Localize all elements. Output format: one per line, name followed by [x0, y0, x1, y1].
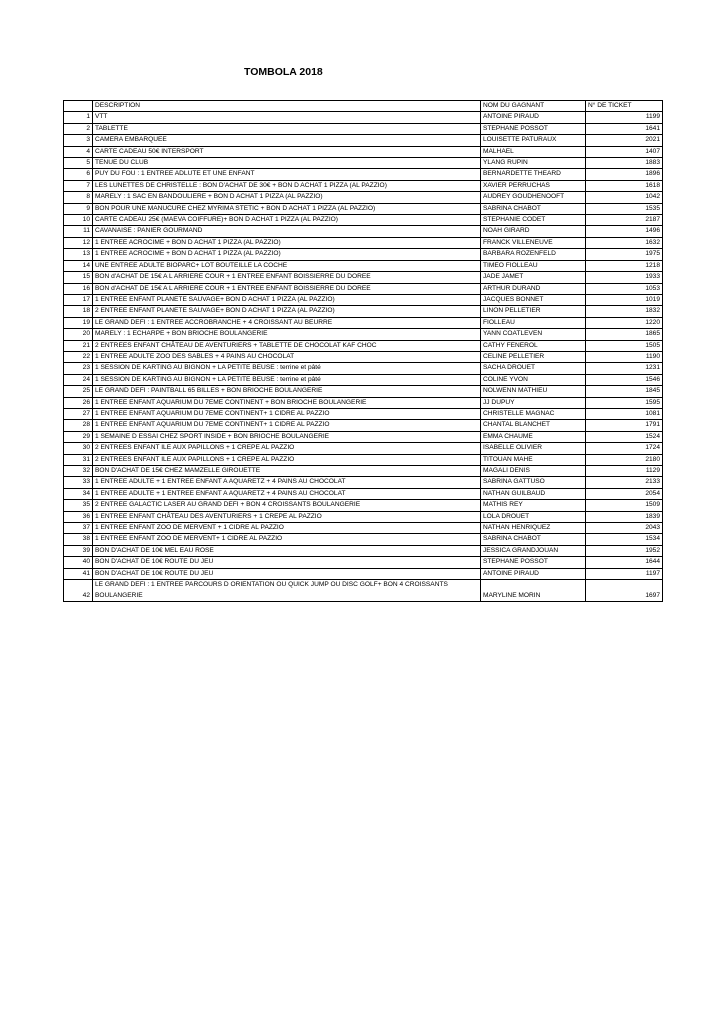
prize-description: BON D'ACHAT DE 10€ ROUTE DU JEU	[93, 568, 481, 579]
prize-description: 1 ENTREE ENFANT ZOO DE MERVENT+ 1 CIDRE AL PAZZIO	[93, 534, 481, 545]
table-row	[64, 431, 663, 442]
winner-name: SACHA DROUET	[481, 363, 586, 374]
winner-name: SABRINA CHABOT	[481, 203, 586, 214]
ticket-number: 1896	[586, 169, 663, 180]
prize-description: LE GRAND DEFI : 1 ENTREE ACCROBRANCHE + 4 CROISSANT AU BEURRE	[93, 317, 481, 328]
row-number: 29	[64, 431, 93, 442]
ticket-number: 2180	[586, 454, 663, 465]
ticket-number: 1081	[586, 408, 663, 419]
row-number: 23	[64, 363, 93, 374]
winner-name: TIMEO FIOLLEAU	[481, 260, 586, 271]
ticket-number: 1509	[586, 500, 663, 511]
table-row	[64, 260, 663, 271]
prize-description: BON D'ACHAT DE 10€ ROUTE DU JEU	[93, 557, 481, 568]
prize-description: 1 ENTREE ADULTE ZOO DES SABLES + 4 PAINS AU CHOCOLAT	[93, 351, 481, 362]
ticket-number: 1042	[586, 192, 663, 203]
row-number: 22	[64, 351, 93, 362]
winner-name: MATHIS REY	[481, 500, 586, 511]
ticket-number: 1496	[586, 226, 663, 237]
prize-description: 1 ENTREE ACROCIME + BON D ACHAT 1 PIZZA (AL PAZZIO)	[93, 249, 481, 260]
row-number: 9	[64, 203, 93, 214]
ticket-number: 1129	[586, 466, 663, 477]
row-number: 20	[64, 329, 93, 340]
ticket-number: 1053	[586, 283, 663, 294]
table-row	[64, 477, 663, 488]
row-number: 10	[64, 215, 93, 226]
ticket-number: 1019	[586, 294, 663, 305]
row-number: 31	[64, 454, 93, 465]
table-row	[64, 306, 663, 317]
prize-description: UNE ENTREE ADULTE BIOPARC+ LOT BOUTEILLE LA COCHE	[93, 260, 481, 271]
row-number: 34	[64, 488, 93, 499]
winner-name: JADE JAMET	[481, 272, 586, 283]
winner-name: ANTOINE PIRAUD	[481, 112, 586, 123]
ticket-number: 1197	[586, 568, 663, 579]
ticket-number: 1933	[586, 272, 663, 283]
row-number: 18	[64, 306, 93, 317]
ticket-number: 1865	[586, 329, 663, 340]
winner-name: ANTOINE PIRAUD	[481, 568, 586, 579]
prize-description: CARTE CADEAU 50€ INTERSPORT	[93, 146, 481, 157]
ticket-number: 1546	[586, 374, 663, 385]
winner-name: STEPHANE POSSOT	[481, 557, 586, 568]
prize-description: TABLETTE	[93, 123, 481, 134]
winner-name: ISABELLE OLIVIER	[481, 443, 586, 454]
table-row	[64, 192, 663, 203]
ticket-number: 1724	[586, 443, 663, 454]
winner-name: CHANTAL BLANCHET	[481, 420, 586, 431]
ticket-number: 1632	[586, 237, 663, 248]
row-number: 12	[64, 237, 93, 248]
ticket-number: 1644	[586, 557, 663, 568]
prize-description: CAVANAISE : PANIER GOURMAND	[93, 226, 481, 237]
prize-description: 2 ENTREES ENFANT CHÂTEAU DE AVENTURIERS + TABLETTE DE CHOCOLAT KAF CHOC	[93, 340, 481, 351]
table-row	[64, 249, 663, 260]
row-number: 24	[64, 374, 93, 385]
table-row	[64, 443, 663, 454]
ticket-number: 1190	[586, 351, 663, 362]
table-row	[64, 420, 663, 431]
winner-name: NOAH GIRARD	[481, 226, 586, 237]
table-row	[64, 363, 663, 374]
ticket-number: 2021	[586, 135, 663, 146]
winner-name: JESSICA GRANDJOUAN	[481, 545, 586, 556]
winner-name: CELINE PELLETIER	[481, 351, 586, 362]
prize-description: CARTE CADEAU 25€ (MAEVA COIFFURE)+ BON D ACHAT 1 PIZZA (AL PAZZIO)	[93, 215, 481, 226]
ticket-number: 2133	[586, 477, 663, 488]
ticket-number: 1618	[586, 180, 663, 191]
row-number: 30	[64, 443, 93, 454]
ticket-number: 1832	[586, 306, 663, 317]
prize-description: BON D'ACHAT DE 10€ MEL EAU ROSE	[93, 545, 481, 556]
prize-description: TENUE DU CLUB	[93, 158, 481, 169]
winner-name: TITOUAN MAHE	[481, 454, 586, 465]
prize-description: 1 ENTREE ENFANT CHÂTEAU DES AVENTURIERS + 1 CREPE AL PAZZIO	[93, 511, 481, 522]
table-row	[64, 386, 663, 397]
row-number: 21	[64, 340, 93, 351]
table-row	[64, 329, 663, 340]
row-number: 8	[64, 192, 93, 203]
ticket-number: 2054	[586, 488, 663, 499]
ticket-number: 1231	[586, 363, 663, 374]
prize-description: 1 ENTREE ENFANT ZOO DE MERVENT + 1 CIDRE AL PAZZIO	[93, 523, 481, 534]
ticket-number: 1883	[586, 158, 663, 169]
winner-name: MAGALI DENIS	[481, 466, 586, 477]
winner-name: NOLWENN MATHIEU	[481, 386, 586, 397]
table-row	[64, 374, 663, 385]
winner-name: FRANCK VILLENEUVE	[481, 237, 586, 248]
row-number: 3	[64, 135, 93, 146]
winner-name: STEPHANIE CODET	[481, 215, 586, 226]
table-row	[64, 180, 663, 191]
row-number: 4	[64, 146, 93, 157]
prize-description: MARELY : 1 ECHARPE + BON BRIOCHE BOULANGERIE	[93, 329, 481, 340]
row-number: 26	[64, 397, 93, 408]
table-row	[64, 146, 663, 157]
row-number: 16	[64, 283, 93, 294]
header-winner: NOM DU GAGNANT	[481, 101, 586, 112]
winner-name: MALHAEL	[481, 146, 586, 157]
table-row	[64, 123, 663, 134]
row-number: 6	[64, 169, 93, 180]
table-row	[64, 454, 663, 465]
prize-description: 1 ENTREE ACROCIME + BON D ACHAT 1 PIZZA (AL PAZZIO)	[93, 237, 481, 248]
winner-name: JJ DUPUY	[481, 397, 586, 408]
ticket-number: 1975	[586, 249, 663, 260]
table-row	[64, 226, 663, 237]
winner-name: CHRISTELLE MAGNAC	[481, 408, 586, 419]
prize-description: 2 ENTREES ENFANT ILE AUX PAPILLONS + 1 CREPE AL PAZZIO	[93, 443, 481, 454]
row-number: 11	[64, 226, 93, 237]
table-row	[64, 272, 663, 283]
prize-description: 2 ENTREE ENFANT PLANETE SAUVAGE+ BON D ACHAT 1 PIZZA (AL PAZZIO)	[93, 306, 481, 317]
row-number: 19	[64, 317, 93, 328]
table-row	[64, 545, 663, 556]
header-description: DESCRIPTION	[93, 101, 481, 112]
page-title: TOMBOLA 2018	[244, 66, 323, 78]
row-number: 27	[64, 408, 93, 419]
row-number: 36	[64, 511, 93, 522]
table-row	[64, 408, 663, 419]
ticket-number: 1220	[586, 317, 663, 328]
prize-description: 1 SEMAINE D ESSAI CHEZ SPORT INSIDE + BON BRIOCHE BOULANGERIE	[93, 431, 481, 442]
ticket-number: 1791	[586, 420, 663, 431]
table-row	[64, 283, 663, 294]
winner-name: STEPHANE POSSOT	[481, 123, 586, 134]
winner-name: NATHAN GUILBAUD	[481, 488, 586, 499]
row-number: 33	[64, 477, 93, 488]
ticket-number: 1505	[586, 340, 663, 351]
ticket-number: 1697	[586, 580, 663, 602]
table-row	[64, 523, 663, 534]
winner-name: MARYLINE MORIN	[481, 580, 586, 602]
table-row	[64, 534, 663, 545]
table-row	[64, 215, 663, 226]
winner-name: YLANG RUPIN	[481, 158, 586, 169]
prize-description: 1 ENTREE ENFANT AQUARIUM DU 7EME CONTINENT+ 1 CIDRE AL PAZZIO	[93, 408, 481, 419]
row-number: 5	[64, 158, 93, 169]
table-row	[64, 568, 663, 579]
table-row	[64, 397, 663, 408]
row-number: 28	[64, 420, 93, 431]
table-row	[64, 237, 663, 248]
prize-description: LE GRAND DEFI : PAINTBALL 65 BILLES + BON BRIOCHE BOULANGERIE	[93, 386, 481, 397]
row-number: 42	[64, 580, 93, 602]
winner-name: EMMA CHAUME	[481, 431, 586, 442]
ticket-number: 1534	[586, 534, 663, 545]
prize-description: LE GRAND DEFI : 1 ENTREE PARCOURS D ORIENTATION OU QUICK JUMP OU DISC GOLF+ BON 4 CROISSANTS BOULANGERIE	[93, 580, 481, 602]
table-row	[64, 351, 663, 362]
table-row	[64, 580, 663, 602]
prize-description: 1 SESSION DE KARTING AU BIGNON + LA PETITE BEUSE : terrine et pâté	[93, 374, 481, 385]
ticket-number: 1952	[586, 545, 663, 556]
table-header-row	[64, 101, 663, 112]
table-row	[64, 158, 663, 169]
row-number: 37	[64, 523, 93, 534]
row-number: 38	[64, 534, 93, 545]
prize-description: MARELY : 1 SAC EN BANDOULIERE + BON D ACHAT 1 PIZZA (AL PAZZIO)	[93, 192, 481, 203]
prize-description: 1 ENTREE ENFANT AQUARIUM DU 7EME CONTINENT+ 1 CIDRE AL PAZZIO	[93, 420, 481, 431]
row-number: 41	[64, 568, 93, 579]
winner-name: JACQUES BONNET	[481, 294, 586, 305]
row-number: 15	[64, 272, 93, 283]
ticket-number: 1641	[586, 123, 663, 134]
table-row	[64, 511, 663, 522]
header-ticket: N° DE TICKET	[586, 101, 663, 112]
row-number: 1	[64, 112, 93, 123]
ticket-number: 2043	[586, 523, 663, 534]
row-number: 13	[64, 249, 93, 260]
table-row	[64, 340, 663, 351]
prize-description: VTT	[93, 112, 481, 123]
table-row	[64, 488, 663, 499]
winner-name: YANN COATLEVEN	[481, 329, 586, 340]
winner-name: XAVIER PERRUCHAS	[481, 180, 586, 191]
winner-name: NATHAN HENRIQUEZ	[481, 523, 586, 534]
prize-description: LES LUNETTES DE CHRISTELLE : BON D'ACHAT DE 30€ + BON D ACHAT 1 PIZZA (AL PAZZIO)	[93, 180, 481, 191]
ticket-number: 1839	[586, 511, 663, 522]
table-row	[64, 466, 663, 477]
row-number: 17	[64, 294, 93, 305]
ticket-number: 1407	[586, 146, 663, 157]
prize-description: BON d'ACHAT DE 15€ A L ARRIERE COUR + 1 ENTREE ENFANT BOISSIERRE DU DOREE	[93, 283, 481, 294]
prize-description: 2 ENTREE GALACTIC LASER AU GRAND DEFI + BON 4 CROISSANTS BOULANGERIE	[93, 500, 481, 511]
table-row	[64, 203, 663, 214]
row-number: 25	[64, 386, 93, 397]
row-number: 7	[64, 180, 93, 191]
row-number: 2	[64, 123, 93, 134]
ticket-number: 1535	[586, 203, 663, 214]
table-row	[64, 500, 663, 511]
ticket-number: 1595	[586, 397, 663, 408]
winner-name: SABRINA CHABOT	[481, 534, 586, 545]
prize-description: 1 ENTREE ENFANT AQUARIUM DU 7EME CONTINENT + BON BRIOCHE BOULANGERIE	[93, 397, 481, 408]
winner-name: BARBARA ROZENFELD	[481, 249, 586, 260]
row-number: 40	[64, 557, 93, 568]
row-number: 32	[64, 466, 93, 477]
winner-name: AUDREY GOUDHENOOFT	[481, 192, 586, 203]
table-row	[64, 294, 663, 305]
table-row	[64, 169, 663, 180]
row-number: 39	[64, 545, 93, 556]
winner-name: LOUISETTE PATURAUX	[481, 135, 586, 146]
prize-description: 1 SESSION DE KARTING AU BIGNON + LA PETITE BEUSE : terrine et pâté	[93, 363, 481, 374]
ticket-number: 1524	[586, 431, 663, 442]
table-row	[64, 112, 663, 123]
table-row	[64, 557, 663, 568]
prize-description: BON d'ACHAT DE 15€ A L ARRIERE COUR + 1 ENTREE ENFANT BOISSIERRE DU DOREE	[93, 272, 481, 283]
prize-description: 1 ENTREE ADULTE + 1 ENTREE ENFANT A AQUARETZ + 4 PAINS AU CHOCOLAT	[93, 488, 481, 499]
table-row	[64, 135, 663, 146]
prize-description: CAMERA EMBARQUEE	[93, 135, 481, 146]
row-number: 35	[64, 500, 93, 511]
winner-name: FIOLLEAU	[481, 317, 586, 328]
winner-name: ARTHUR DURAND	[481, 283, 586, 294]
prize-description: 1 ENTREE ADULTE + 1 ENTREE ENFANT A AQUARETZ + 4 PAINS AU CHOCOLAT	[93, 477, 481, 488]
row-number: 14	[64, 260, 93, 271]
ticket-number: 1199	[586, 112, 663, 123]
ticket-number: 1845	[586, 386, 663, 397]
prize-description: PUY DU FOU : 1 ENTREE ADLUTE ET UNE ENFANT	[93, 169, 481, 180]
table-row	[64, 317, 663, 328]
winner-name: BERNARDETTE THEARD	[481, 169, 586, 180]
ticket-number: 1218	[586, 260, 663, 271]
prize-description: BON D'ACHAT DE 15€ CHEZ MAMZELLE GIROUETTE	[93, 466, 481, 477]
winner-name: COLINE YVON	[481, 374, 586, 385]
tombola-table	[63, 100, 663, 602]
prize-description: BON POUR UNE MANUCURE CHEZ MYRIMA STETIC + BON D ACHAT 1 PIZZA (AL PAZZIO)	[93, 203, 481, 214]
winner-name: LINON PELLETIER	[481, 306, 586, 317]
winner-name: LOLA DROUET	[481, 511, 586, 522]
winner-name: CATHY FENEROL	[481, 340, 586, 351]
header-number	[64, 101, 93, 112]
prize-description: 1 ENTREE ENFANT PLANETE SAUVAGE+ BON D ACHAT 1 PIZZA (AL PAZZIO)	[93, 294, 481, 305]
winner-name: SABRINA GATTUSO	[481, 477, 586, 488]
ticket-number: 2187	[586, 215, 663, 226]
prize-description: 2 ENTREES ENFANT ILE AUX PAPILLONS + 1 CREPE AL PAZZIO	[93, 454, 481, 465]
